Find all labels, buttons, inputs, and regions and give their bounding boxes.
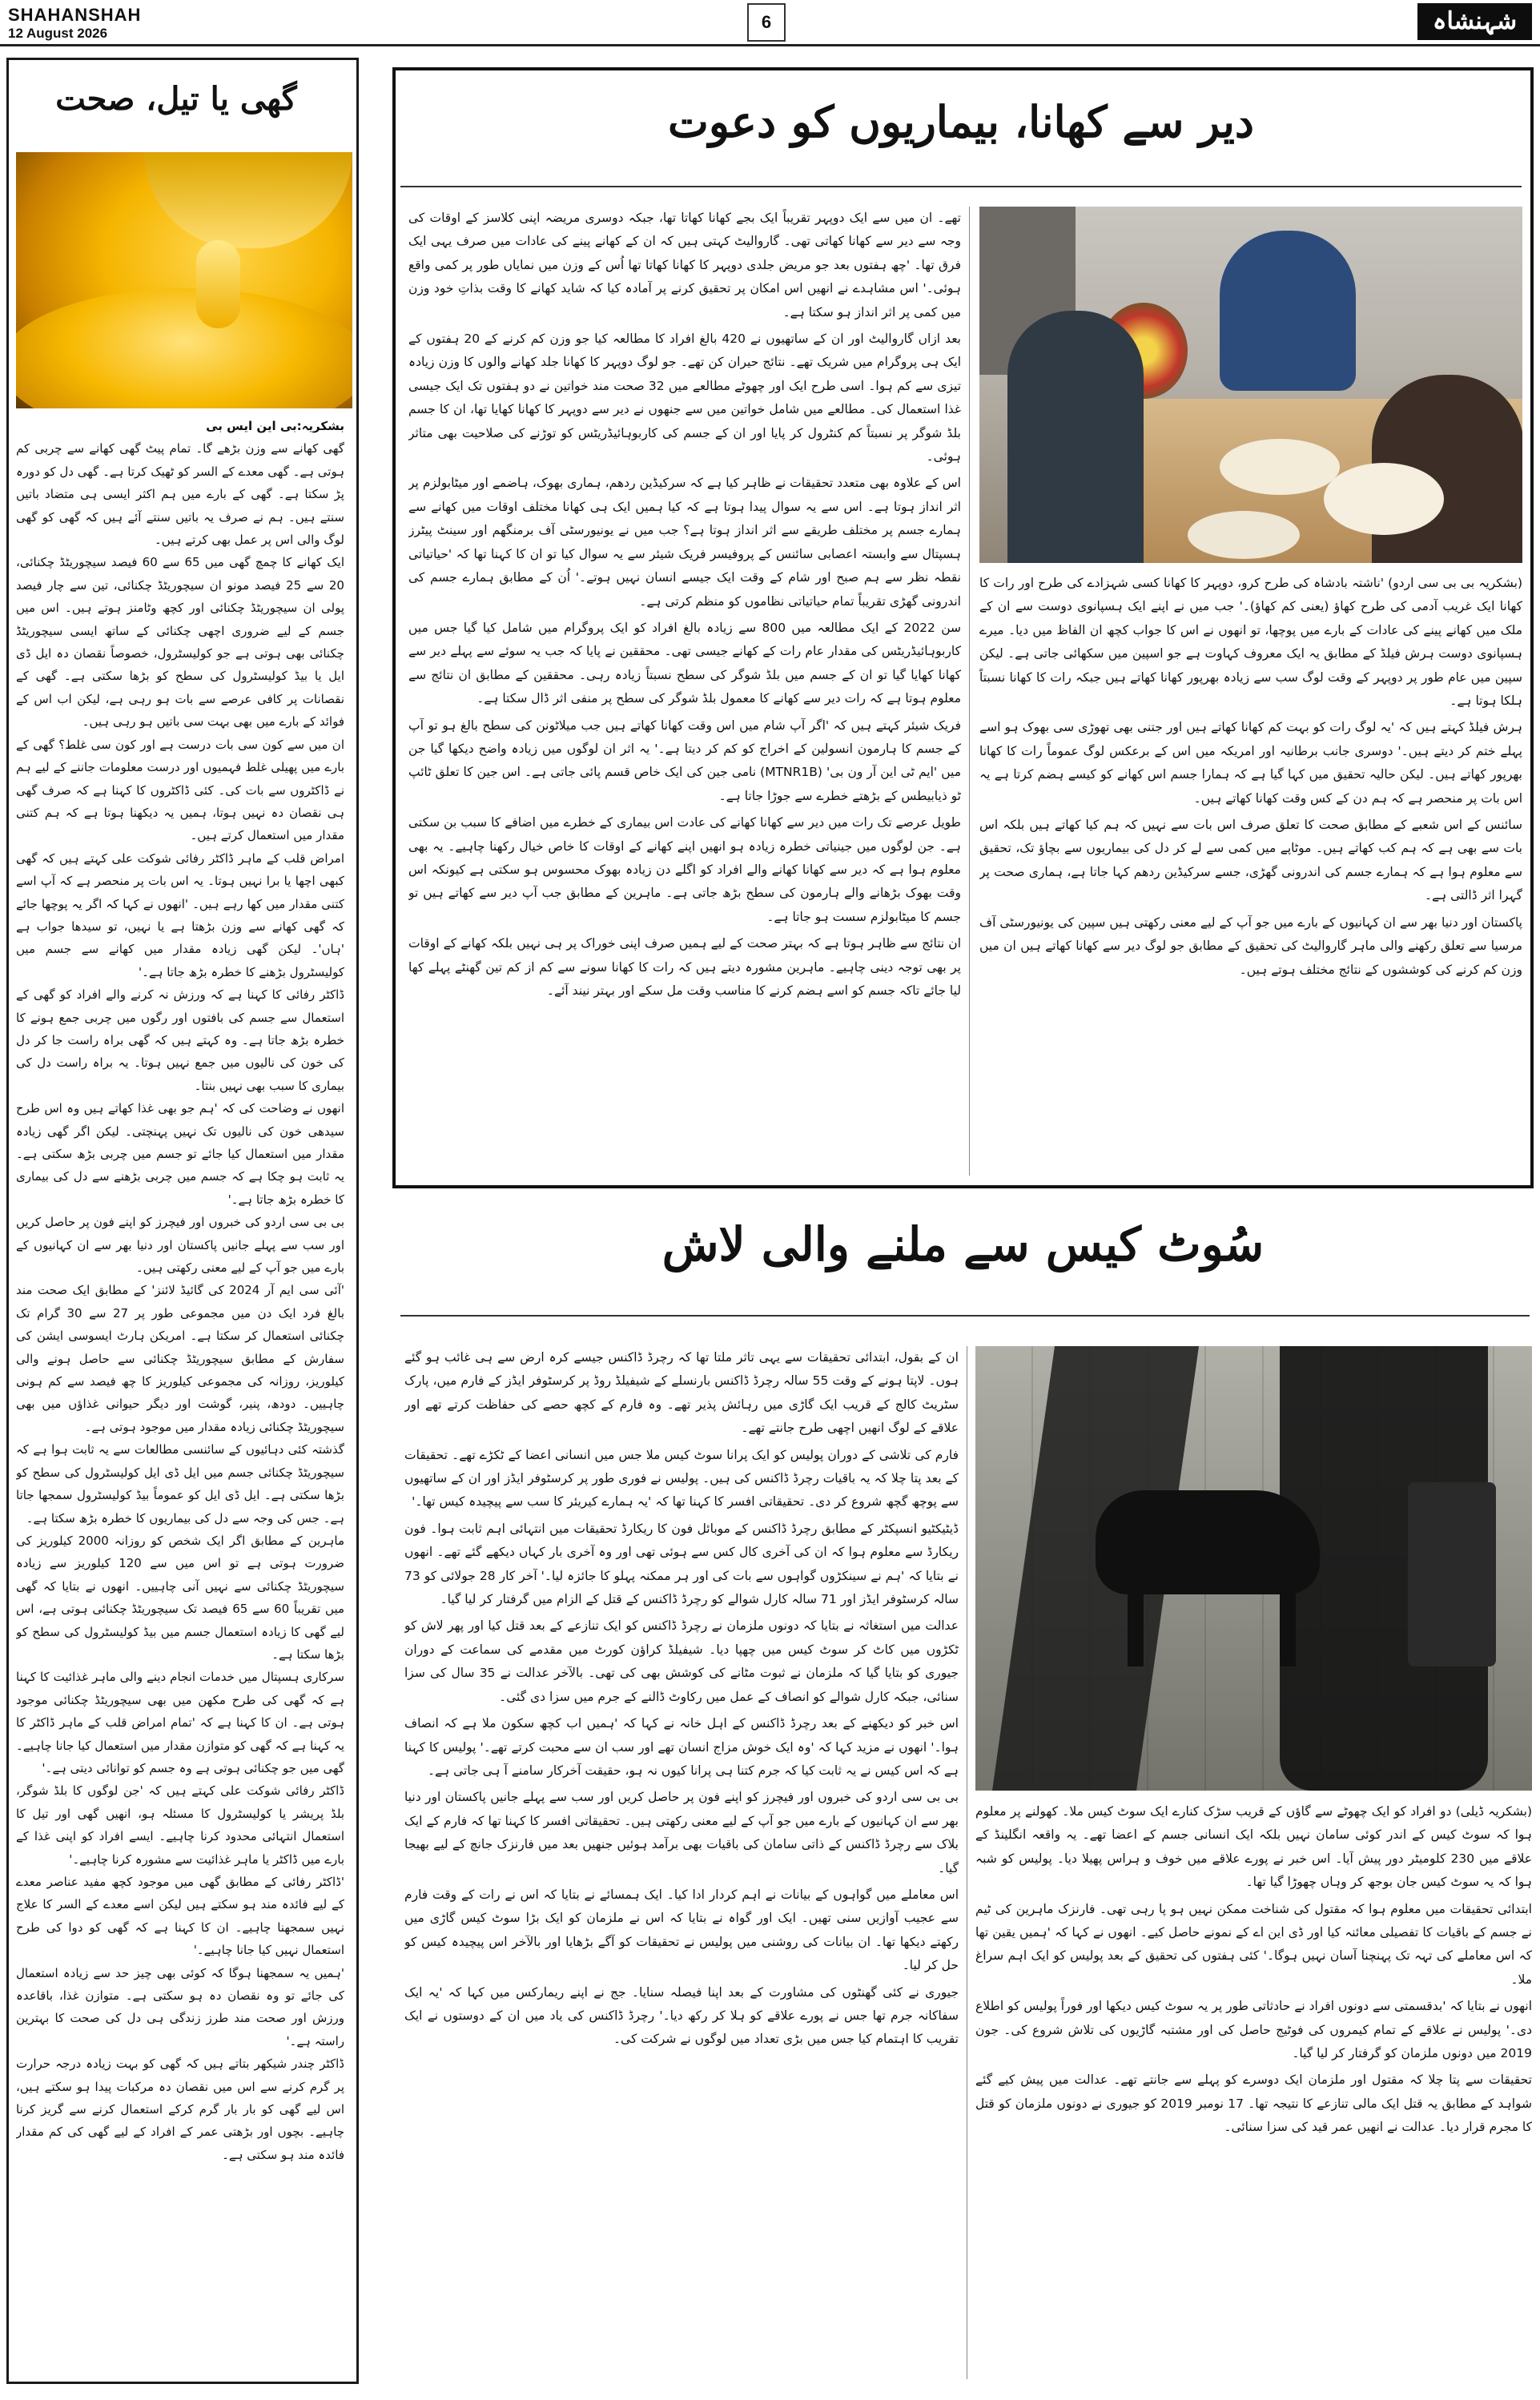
story1-paragraph: اس کے علاوہ بھی متعدد تحقیقات نے ظاہر کیا ہے کہ سرکیڈین ردھم، ہماری بھوک، ہاضمے اور میٹابولزم پر اثر انداز ہوتا ہے۔ اس سے یہ سوال پیدا ہوتا ہے کہ کیا ہمیں ایک ہی کھانا مختلف اوقات میں کھانے سے ہمارے جسم پر مختلف طریقے سے اثر انداز ہوتا ہے؟ جب میں نے یونیورسٹی آف برمنگھم اور سینٹ پیٹرز ہسپتال سے وابستہ اعصابی سائنس کے پروفیسر فریک شیئر سے یہ سوال کیا تو ان کا کہنا تھا کہ 'حیاتیاتی نقطہ نظر سے ہم صبح اور شام کے وقت ایک جیسے انسان نہیں ہوتے۔' اُن کے مطابق ہمارے جسم کی اندرونی گھڑی تقریباً تمام حیاتیاتی نظاموں کو منظم کرتی ہے۔: [408, 476, 961, 609]
story2-paragraph: عدالت میں استغاثہ نے بتایا کہ دونوں ملزمان نے رچرڈ ڈاکنس کو ایک تنازعے کے بعد قتل کیا اور پھر لاش کو ٹکڑوں میں کاٹ کر سوٹ کیس میں چھپا دیا۔ شیفیلڈ کراؤن کورٹ میں مقدمے کی سماعت کے دوران جیوری کو بتایا گیا کہ ملزمان نے ثبوت مٹانے کی کوشش بھی کی تھی۔ بالآخر عدالت نے 35 سال کی سزا سنائی، جبکہ کارل شوالے کو انصاف کے عمل میں رکاوٹ ڈالنے کے جرم میں سزا دی گئی۔: [404, 1618, 959, 1704]
sidebar-paragraph: 'ہمیں یہ سمجھنا ہوگا کہ کوئی بھی چیز حد سے زیادہ استعمال کی جائے تو وہ نقصان دہ ہو سکتی ہے۔ متوازن غذا، باقاعدہ ورزش اور صحت مند طرز زندگی ہی دل کی صحت کا بہترین راستہ ہے۔': [16, 1965, 344, 2048]
story2-caption-paragraph: (بشکریہ ڈیلی) دو افراد کو ایک چھوٹے سے گاؤں کے قریب سڑک کنارے ایک سوٹ کیس ملا۔ کھولنے پر معلوم ہوا کہ سوٹ کیس کے اندر کوئی سامان نہیں بلکہ ایک انسانی جسم کے اعضا تھے۔ یہ واقعہ انگلینڈ کے علاقے میں 230 کلومیٹر دور پیش آیا۔ اس خبر نے پورے علاقے میں خوف و ہراس پھیلا دیا۔ پولیس کو شبہ ہوا کہ یہ سوٹ کیس جان بوجھ کر وہاں چھوڑا گیا تھا۔: [975, 1804, 1532, 1890]
ghee-bowl-shape: [16, 288, 352, 408]
story1-paragraph: بعد ازاں گاروالیٹ اور ان کے ساتھیوں نے 420 بالغ افراد کا مطالعہ کیا جو وزن کم کرنے کے 20 ہفتوں کے ایک ہی پروگرام میں شریک تھے۔ نتائج حیران کن تھے۔ جو لوگ دوپہر کا کھانا جلد کھانے والوں کا وزن زیادہ تیزی سے کم ہوا۔ اسی طرح ایک اور چھوٹے مطالعے میں 32 صحت مند خواتین نے دو ہفتوں تک ایک جیسی غذا استعمال کی۔ مطالعے میں شامل خواتین میں سے جنھوں نے دیر سے دوپہر کا کھانا کھایا تھا، ان کا جسم بلڈ شوگر پر نسبتاً کم کنٹرول کر پایا اور ان کے جسم کی کاربوہائیڈریٹس کو توڑنے کی صلاحیت بھی متاثر ہوئی۔: [408, 332, 961, 464]
story1-paragraph: ان نتائج سے ظاہر ہوتا ہے کہ بہتر صحت کے لیے ہمیں صرف اپنی خوراک پر ہی نہیں بلکہ کھانے کے اوقات پر بھی توجہ دینی چاہیے۔ ماہرین مشورہ دیتے ہیں کہ رات کا کھانا سونے سے کم از کم تین گھنٹے پہلے کھا لیا جائے تاکہ جسم کو اسے ہضم کرنے کا مناسب وقت مل سکے اور بہتر نیند آئے۔: [408, 936, 961, 998]
story2-paragraph: اس معاملے میں گواہوں کے بیانات نے اہم کردار ادا کیا۔ ایک ہمسائے نے بتایا کہ اس نے رات کے وقت فارم سے عجیب آوازیں سنی تھیں۔ ایک اور گواہ نے بتایا کہ اس نے ملزمان کو ایک بڑا سوٹ کیس گاڑی میں رکھتے دیکھا تھا۔ ان بیانات کی روشنی میں پولیس نے تحقیقات کو آگے بڑھایا اور بالآخر اس پیچیدہ کیس کو حل کر لیا۔: [404, 1887, 959, 1973]
spoon-shape: [144, 152, 352, 248]
family-dinner-photo: [979, 207, 1522, 563]
story1-column-divider: [969, 207, 970, 1176]
plate-shape: [1220, 439, 1340, 495]
story1-caption-paragraph: سائنس کے اس شعبے کے مطابق صحت کا تعلق صرف اس بات سے نہیں کہ ہم کیا کھاتے ہیں بلکہ اس بات سے بھی ہے کہ ہم کب کھاتے ہیں۔ موٹاپے میں کمی سے لے کر دل کی بیماریوں سے بچاؤ تک، تحقیق سے معلوم ہوا ہے کہ ہمارے جسم کی اندرونی گھڑی، جسے سرکیڈین ردھم کہا جاتا ہے، ہماری صحت پر گہرا اثر ڈالتی ہے۔: [979, 818, 1522, 903]
sidebar-paragraph: ڈاکٹر چندر شیکھر بتاتے ہیں کہ گھی کو بہت زیادہ درجہ حرارت پر گرم کرنے سے اس میں نقصان دہ مرکبات پیدا ہو سکتے ہیں، اس لیے گھی کو بار بار گرم کرکے استعمال کرنے سے گریز کرنا چاہیے۔ بچوں اور بڑھتی عمر کے افراد کے لیے گھی کی کم مقدار فائدہ مند ہو سکتی ہے۔: [16, 2056, 344, 2162]
story2-paragraph: فارم کی تلاشی کے دوران پولیس کو ایک پرانا سوٹ کیس ملا جس میں انسانی اعضا کے ٹکڑے تھے۔ تحقیقات کے بعد پتا چلا کہ یہ باقیات رچرڈ ڈاکنس کی ہیں۔ پولیس نے فوری طور پر کرسٹوفر ایڈز اور ان کے ساتھیوں سے پوچھ گچھ شروع کر دی۔ تحقیقاتی افسر کا کہنا تھا کہ 'یہ ہمارے کیریئر کا سب سے پیچیدہ کیس تھا۔': [404, 1447, 959, 1510]
sidebar-paragraph: ڈاکٹر رفائی شوکت علی کہتے ہیں کہ 'جن لوگوں کا بلڈ شوگر، بلڈ پریشر یا کولیسٹرول کا مسئلہ ہو، انھیں گھی اور تیل کا استعمال انتہائی محدود کرنا چاہیے۔ ایسے افراد کو اپنی غذا کے بارے میں ڈاکٹر یا ماہر غذائیت سے مشورہ کرنا چاہیے۔': [16, 1783, 344, 1867]
sidebar-article-body: [16, 415, 344, 2369]
sidebar-paragraph: ماہرین کے مطابق اگر ایک شخص کو روزانہ 2000 کیلوریز کی ضرورت ہوتی ہے تو اس میں سے 120 کیلوریز سے زیادہ سیچوریٹڈ چکنائی سے نہیں آنی چاہییں۔ انھوں نے بتایا کہ گھی میں تقریباً 60 سے 65 فیصد تک سیچوریٹڈ چکنائی ہوتی ہے، اس لیے گھی کا زیادہ استعمال جسم میں بیڈ کولیسٹرول کی سطح کو بڑھا سکتا ہے۔: [16, 1533, 344, 1662]
police-dog-photo: [975, 1346, 1532, 1791]
story2-headline: سُوٹ کیس سے ملنے والی لاش: [661, 1217, 1265, 1272]
sidebar-paragraph: ایک کھانے کا چمچ گھی میں 65 سے 60 فیصد سیچوریٹڈ چکنائی، 20 سے 25 فیصد مونو ان سیچوریٹڈ چکنائی، تین سے چار فیصد پولی ان سیچوریٹڈ چکنائی اور کچھ وٹامنز ہوتے ہیں۔ اس میں جسم کے لیے ضروری اچھی چکنائی کے ساتھ ایسی سیچوریٹڈ چکنائی بھی ہوتی ہے جو کولیسٹرول، خصوصاً نقصان دہ ایل ڈی ایل یا بیڈ کولیسٹرول کی سطح کو بڑھا سکتی ہے۔ گھی کے نقصانات پر کافی عرصے سے بات ہو رہی ہے، لیکن اب اس کے فوائد کے بارے میں بھی بہت سی باتیں ہو رہی ہیں۔: [16, 555, 344, 730]
issue-date: 12 August 2026: [8, 26, 108, 41]
story2-right-column: [975, 1800, 1532, 2377]
sidebar-paragraph: ڈاکٹر رفائی کا کہنا ہے کہ ورزش نہ کرنے والے افراد کو گھی کے استعمال سے جسم کی بافتوں اور رگوں میں چربی جمع ہونے کا خطرہ بڑھ جاتا ہے۔ وہ کہتے ہیں کہ گھی براہ راست جا کر دل کی خون کی نالیوں میں جمع نہیں ہوتا۔ یہ براہ راست دل کی بیماری کا سبب بھی نہیں بنتا۔: [16, 987, 344, 1093]
sidebar-paragraph: بی بی سی اردو کی خبروں اور فیچرز کو اپنے فون پر حاصل کریں اور سب سے پہلے جانیں پاکستان اور دنیا بھر سے ان کہانیوں کے بارے میں جو آپ کے لیے معنی رکھتی ہیں۔: [16, 1215, 344, 1276]
story2-paragraph: ڈیٹیکٹیو انسپکٹر کے مطابق رچرڈ ڈاکنس کے موبائل فون کا ریکارڈ تحقیقات میں انتہائی اہم ثابت ہوا۔ فون ریکارڈ سے معلوم ہوا کہ ان کی آخری کال کس سے ہوئی تھی اور وہ آخری بار کہاں دیکھے گئے تھے۔ انھوں نے بتایا کہ 'ہم نے سینکڑوں گواہوں سے بات کی اور ہر ممکنہ پہلو کا جائزہ لیا۔' آخر کار 28 جولائی کو 73 سالہ کرسٹوفر ایڈز اور 71 سالہ کارل شوالے کو رچرڈ ڈاکنس کے قتل کے الزام میں گرفتار کر لیا گیا۔: [404, 1521, 959, 1607]
sidebar-attribution: بشکریہ:بی این ایس بی: [206, 419, 344, 433]
dog-leg: [1280, 1578, 1296, 1666]
man-figure: [1220, 231, 1356, 391]
sidebar-paragraph: سرکاری ہسپتال میں خدمات انجام دینے والی ماہر غذائیت کا کہنا ہے کہ گھی کی طرح مکھن میں بھی سیچوریٹڈ چکنائی موجود ہوتی ہے۔ ان کا کہنا ہے کہ 'تمام امراض قلب کے ماہر ڈاکٹر کا یہ کہنا ہے کہ گھی کو متوازن مقدار میں استعمال کیا جانا چاہیے۔ گھی میں جو چکنائی ہوتی ہے وہ جسم کو توانائی دیتی ہے۔': [16, 1670, 344, 1775]
sidebar-paragraph: 'ڈاکٹر رفائی کے مطابق گھی میں موجود کچھ مفید عناصر معدے کے لیے فائدہ مند ہو سکتے ہیں لیکن اسے معدے کے السر کا علاج نہیں سمجھنا چاہیے۔ ان کا کہنا ہے کہ گھی کو دوا کی طرح استعمال نہیں کیا جانا چاہیے۔': [16, 1875, 344, 1958]
ghee-drip-shape: [196, 240, 240, 328]
story2-paragraph: جیوری نے کئی گھنٹوں کی مشاورت کے بعد اپنا فیصلہ سنایا۔ جج نے اپنے ریمارکس میں کہا کہ 'یہ ایک سفاکانہ جرم تھا جس نے پورے علاقے کو ہلا کر رکھ دیا۔' رچرڈ ڈاکنس کی یاد میں ان کے دوستوں نے ایک تقریب کا اہتمام کیا جس میں بڑی تعداد میں لوگوں نے شرکت کی۔: [404, 1984, 959, 2047]
sidebar-paragraph: گذشتہ کئی دہائیوں کے سائنسی مطالعات سے یہ ثابت ہوا ہے کہ سیچوریٹڈ چکنائی جسم میں ایل ڈی ایل کولیسٹرول کی سطح کو بڑھا سکتی ہے۔ ایل ڈی ایل کو عموماً بیڈ کولیسٹرول سمجھا جاتا ہے۔ جس کی وجہ سے دل کی بیماریوں کا خطرہ بڑھ سکتا ہے۔: [16, 1442, 344, 1526]
masthead-divider: [0, 44, 1540, 46]
story1-paragraph: طویل عرصے تک رات میں دیر سے کھانا کھانے کی عادت اس بیماری کے خطرے میں اضافے کا سبب بن سکتی ہے۔ جن لوگوں میں جینیاتی خطرہ زیادہ ہو انھیں اپنے کھانے کے اوقات کا خاص خیال رکھنا چاہیے۔ یہ بھی معلوم ہوا ہے کہ دیر سے کھانا کھانے والے افراد کو اگلے دن زیادہ بھوک محسوس ہو سکتی ہے کیونکہ اس وقت بھوک بڑھانے والے ہارمون کی سطح بڑھ جاتی ہے۔ ماہرین کے مطابق جب آپ دیر سے کھاتے ہیں تو جسم کا میٹابولزم سست ہو جاتا ہے۔: [408, 815, 961, 924]
ghee-photo: [16, 152, 352, 408]
sidebar-paragraph: گھی کھانے سے وزن بڑھے گا۔ تمام پیٹ گھی کھانے سے چربی کم ہوتی ہے۔ گھی معدے کے السر کو ٹھیک کرتا ہے۔ گھی دل کو دورہ پڑ سکتا ہے۔ گھی کے بارے میں ہم اکثر ایسی ہی متضاد باتیں سنتے ہیں۔ ہم نے صرف یہ باتیں سنتے آئے ہیں کہ گھی کو گھی لوگ والی اس پر عمل بھی کرتے ہیں۔: [16, 441, 344, 548]
woman-figure: [1007, 311, 1144, 563]
brand-name-english: SHAHANSHAH: [8, 5, 142, 25]
story2-caption-paragraph: ابتدائی تحقیقات میں معلوم ہوا کہ مقتول کی شناخت ممکن نہیں ہو پا رہی تھی۔ فارنزک ماہرین کی ٹیم نے جسم کے باقیات کا تفصیلی معائنہ کیا اور ڈی این اے کے نمونے حاصل کیے۔ انھوں نے کہا کہ 'ہمیں یقین تھا کہ اس معاملے کی تہہ تک پہنچنا آسان نہیں ہوگا۔' کئی ہفتوں کی تحقیق کے بعد پولیس کو ایک اہم سراغ ملا۔: [975, 1901, 1532, 1987]
story1-caption-paragraph: ہرش فیلڈ کہتے ہیں کہ 'یہ لوگ رات کو بہت کم کھانا کھاتے ہیں اور جتنی بھی تھوڑی سی بھوک ہو اسے پہلے ختم کر دیتے ہیں۔' دوسری جانب برطانیہ اور امریکہ میں اس کے برعکس لوگ عموماً رات کا کھانا بھرپور کھاتے ہیں۔ لیکن حالیہ تحقیق میں کہا گیا ہے کہ ہمارا جسم اس کھانے کو کیسے ہضم کرتا ہے یہ اس بات پر منحصر ہے کہ ہم دن کے کس وقت کھانا کھاتے ہیں۔: [979, 720, 1522, 806]
suitcase-silhouette: [1408, 1482, 1496, 1666]
sidebar-paragraph: امراض قلب کے ماہر ڈاکٹر رفائی شوکت علی کہتے ہیں کہ گھی کبھی اچھا یا برا نہیں ہوتا۔ یہ اس بات پر منحصر ہے کہ آپ اسے کتنی مقدار میں کھا رہے ہیں۔ 'انھوں نے کہا کہ اگر یہ پوچھا جائے کہ گھی کھانے سے وزن بڑھتا ہے یا نہیں، تو سیدھا جواب ہے 'ہاں'۔ لیکن گھی زیادہ مقدار میں کھانے سے جسم میں کولیسٹرول بڑھنے کا خطرہ بڑھ جاتا ہے۔': [16, 850, 344, 979]
story2-left-column: [404, 1346, 959, 2379]
story2-paragraph: ان کے بقول، ابتدائی تحقیقات سے یہی تاثر ملتا تھا کہ رچرڈ ڈاکنس جیسے کرہ ارض سے ہی غائب ہو گئے ہوں۔ لاپتا ہونے کے وقت 55 سالہ رچرڈ ڈاکنس بارنسلے کے شیفیلڈ روڈ پر کرسٹوفر ایڈز کے فارم میں، پارک سٹریٹ کالج کے قریب ایک گاڑی میں رہائش پذیر تھے۔ وہ فارم کے کچھ حصے کی حفاظت کرتے تھے اور علاقے کے لوگ انھیں اچھی طرح جانتے تھے۔: [404, 1350, 959, 1436]
story1-caption-paragraph: پاکستان اور دنیا بھر سے ان کہانیوں کے بارے میں جو آپ کے لیے معنی رکھتی ہیں سپین کی یونیورسٹی آف مرسیا سے تعلق رکھنے والی ماہر گاروالیٹ کی تحقیق کے مطابق جو لوگ دیر سے کھانا کھاتے ہیں ان میں وزن کم کرنے کی کوششوں کے نتائج مختلف ہوتے ہیں۔: [979, 915, 1522, 977]
story1-paragraph: سن 2022 کے ایک مطالعہ میں 800 سے زیادہ بالغ افراد کو ایک پروگرام میں شامل کیا گیا جس میں کاربوہائیڈریٹس کی مقدار عام رات کے کھانے جیسی تھی۔ محققین نے پایا کہ جب یہ سوئے سے پہلے دیر سے کھانا کھایا گیا تو ان کے جسم میں بلڈ شوگر کی سطح نسبتاً زیادہ رہی۔ محققین کے مطابق ان نتائج سے معلوم ہوتا ہے کہ رات دیر سے کھانے کا معمول بلڈ شوگر کی سطح پر منفی اثر ڈال سکتا ہے۔: [408, 620, 961, 706]
story2-caption-paragraph: انھوں نے بتایا کہ 'بدقسمتی سے دونوں افراد نے حادثاتی طور پر یہ سوٹ کیس دیکھا اور فوراً پولیس کو اطلاع دی۔' پولیس نے علاقے کے تمام کیمروں کی فوٹیج حاصل کی اور مشتبہ گاڑیوں کی تلاش شروع کی۔ جون 2019 میں دونوں ملزمان کو گرفتار کر لیا گیا۔: [975, 1999, 1532, 2061]
plate-shape: [1324, 463, 1444, 535]
dog-leg: [1128, 1578, 1144, 1666]
brand-logo-urdu: شہنشاہ: [1417, 3, 1532, 40]
story1-right-column: [979, 572, 1522, 1180]
story1-paragraph: فریک شیئر کہتے ہیں کہ 'اگر آپ شام میں اس وقت کھانا کھاتے ہیں جب میلاٹونن کی سطح بالغ ہو تو آپ کے جسم کا ہارمون انسولین کے اخراج کو کم کر دیتا ہے۔' یہ اثر ان لوگوں میں زیادہ واضح دیکھا گیا جن میں 'ایم ٹی این آر ون بی' (MTNR1B) نامی جین کی ایک خاص قسم پائی جاتی ہے۔ اس جین کا تعلق ٹائپ ٹو ذیابیطس کے بڑھتے خطرے سے جوڑا جاتا ہے۔: [408, 718, 961, 803]
sidebar-headline: گھی یا تیل، صحت: [55, 80, 297, 118]
sidebar-paragraph: انھوں نے وضاحت کی کہ 'ہم جو بھی غذا کھاتے ہیں وہ اس طرح سیدھی خون کی نالیوں تک نہیں پہنچتی۔ لیکن اگر گھی زیادہ مقدار میں استعمال کیا جائے تو جسم میں چربی بڑھ سکتی ہے۔ یہ ثابت ہو چکا ہے کہ جسم میں چربی بڑھنے سے دل کی بیماری کا خطرہ بڑھ جاتا ہے۔': [16, 1101, 344, 1207]
story1-paragraph: تھے۔ ان میں سے ایک دوپہر تقریباً ایک بجے کھانا کھاتا تھا، جبکہ دوسری مریضہ اپنی کلاسز کے اوقات کی وجہ سے دیر سے کھانا کھاتی تھی۔ گاروالیٹ کہتی ہیں کہ ان کے کھانے پینے کی عادات میں صرف یہی ایک فرق تھا۔ 'چھ ہفتوں بعد جو مریض جلدی دوپہر کا کھانا کھاتا تھا اُس کے وزن میں نمایاں طور پر کمی واقع ہوئی۔' اس مشاہدے نے انھیں اس امکان پر تحقیق کرنے پر آمادہ کیا کہ شاید کھانے کا وقت بذاتِ خود وزن میں کمی پر اثر انداز ہو سکتا ہے۔: [408, 211, 961, 320]
story2-caption-paragraph: تحقیقات سے پتا چلا کہ مقتول اور ملزمان ایک دوسرے کو پہلے سے جانتے تھے۔ عدالت میں پیش کیے گئے شواہد کے مطابق یہ قتل ایک مالی تنازعے کا نتیجہ تھا۔ 17 نومبر 2019 کو جیوری نے دونوں ملزمان کو قتل کا مجرم قرار دیا۔ عدالت نے انھیں عمر قید کی سزا سنائی۔: [975, 2072, 1532, 2135]
story1-caption-paragraph: (بشکریہ بی بی سی اردو) 'ناشتہ بادشاہ کی طرح کرو، دوپہر کا کھانا کسی شہزادے کی طرح اور رات کا کھانا ایک غریب آدمی کی طرح کھاؤ (یعنی کم کھاؤ)۔' جب میں نے اپنے ایک ہسپانوی دوست سے ان کے ملک میں کھانے پینے کی عادات کے بارے میں پوچھا، تو انھوں نے اس کا جواب کچھ ان الفاظ میں دیا۔ میرے ہسپانوی دوست ہرش فیلڈ کے مطابق یہ ایک معروف کہاوت ہے جو اسپین میں سکھائی جاتی ہے۔ لیکن سپین میں عام طور پر دوپہر کے وقت لوگ سب سے زیادہ بھرپور کھانا کھاتے ہیں جبکہ رات کا کھانا نسبتاً ہلکا ہوتا ہے۔: [979, 576, 1522, 709]
sidebar-paragraph: 'آئی سی ایم آر 2024 کی گائیڈ لائنز' کے مطابق ایک صحت مند بالغ فرد ایک دن میں مجموعی طور پر 27 سے 30 گرام تک چکنائی استعمال کر سکتا ہے۔ امریکن ہارٹ ایسوسی ایشن کی سفارش کے مطابق سیچوریٹڈ چکنائی سے حاصل ہونے والی کیلوریز، روزانہ کی مجموعی کیلوریز کا چھ فیصد سے کم ہونی چاہییں۔ دودھ، پنیر، گوشت اور دیگر حیوانی غذاؤں میں بھی سیچوریٹڈ چکنائی زیادہ مقدار میں موجود ہوتی ہے۔: [16, 1283, 344, 1434]
story2-paragraph: بی بی سی اردو کی خبروں اور فیچرز کو اپنے فون پر حاصل کریں اور سب سے پہلے جانیں پاکستان اور دنیا بھر سے ان کہانیوں کے بارے میں جو آپ کے لیے معنی رکھتی ہیں۔ تحقیقاتی افسر کا کہنا تھا کہ فارم کے ایک بلاک سے رچرڈ ڈاکنس کے ذاتی سامان کی باقیات بھی برآمد ہوئیں جنھیں بعد میں فارنزک جانچ کے لیے بھیجا گیا۔: [404, 1790, 959, 1875]
sidebar-paragraph: ان میں سے کون سی بات درست ہے اور کون سی غلط؟ گھی کے بارے میں پھیلی غلط فہمیوں اور درست معلومات جاننے کے لیے ہم نے ڈاکٹروں سے بات کی۔ کئی ڈاکٹروں کا کہنا ہے کہ صرف گھی ہی نقصان دہ نہیں ہوتا، ہمیں یہ دیکھنا ہوتا ہے کہ ہم کتنی مقدار میں استعمال کرتے ہیں۔: [16, 737, 344, 843]
story2-paragraph: اس خبر کو دیکھنے کے بعد رچرڈ ڈاکنس کے اہل خانہ نے کہا کہ 'ہمیں اب کچھ سکون ملا ہے کہ انصاف ہوا۔' انھوں نے مزید کہا کہ 'وہ ایک خوش مزاج انسان تھے اور سب ان سے محبت کرتے تھے۔' پولیس کا کہنا ہے کہ اس کیس نے یہ ثابت کیا کہ جرم کتنا ہی پرانا کیوں نہ ہو، حقیقت آخرکار سامنے آ ہی جاتی ہے۔: [404, 1716, 959, 1778]
plate-shape: [1188, 511, 1300, 559]
story1-headline: دیر سے کھانا، بیماریوں کو دعوت: [668, 96, 1254, 147]
story2-headline-rule: [400, 1315, 1530, 1317]
story1-left-column: [408, 207, 961, 1180]
page-number: 6: [747, 3, 786, 42]
story1-headline-rule: [400, 186, 1522, 187]
